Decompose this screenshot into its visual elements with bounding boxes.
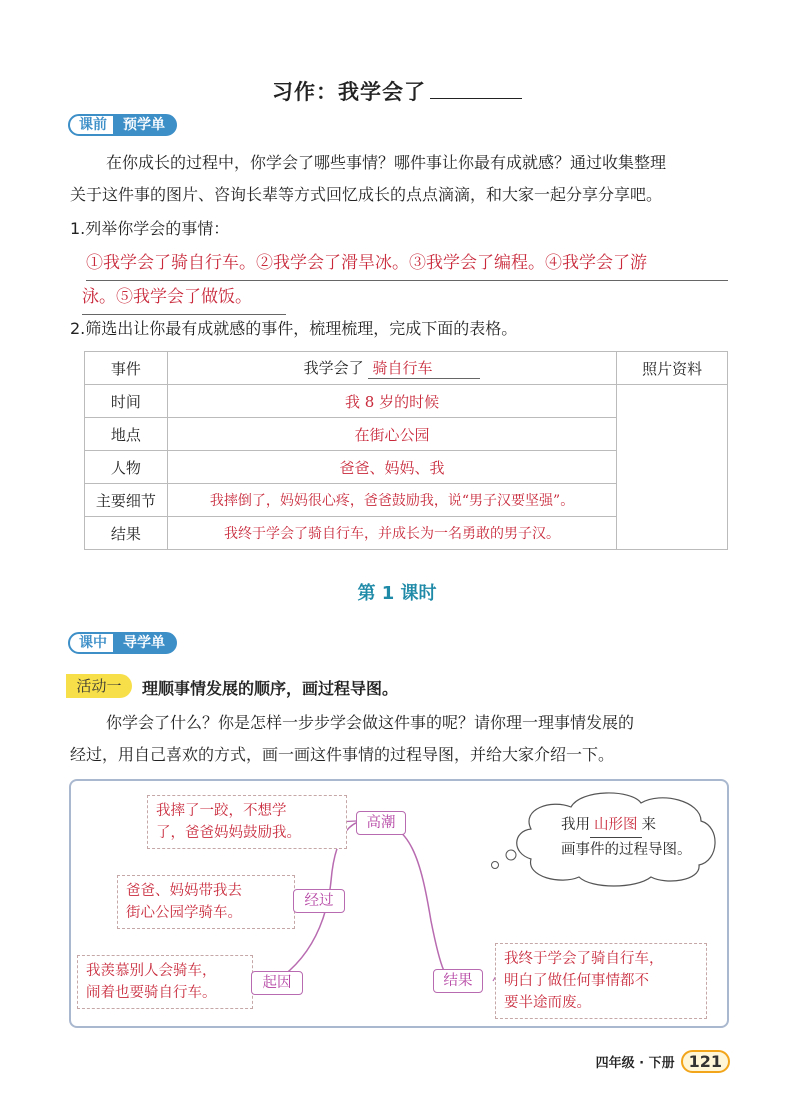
note-line: 明白了做任何事情都不 [504,973,649,989]
table-cell-value: 我终于学会了骑自行车，并成长为一名勇敢的男子汉。 [167,517,617,550]
table-cell-label: 人物 [85,451,168,484]
event-value: 骑自行车 [368,357,480,379]
activity-text-line-2: 经过，用自己喜欢的方式，画一画这件事情的过程导图，并给大家介绍一下。 [70,745,615,764]
table-cell-value: 爸爸、妈妈、我 [167,451,617,484]
table-cell-label: 时间 [85,385,168,418]
note-result [495,943,707,1019]
section-title: 第 1 课时 [357,583,437,604]
page-footer [596,1050,730,1073]
badge-part-a: 课中 [68,632,115,654]
intro-line-1: 在你成长的过程中，你学会了哪些事情？哪件事让你最有成就感？通过收集整理 [106,153,667,172]
page-number: 121 [681,1050,730,1073]
note-line: 我终于学会了骑自行车， [504,951,664,967]
pre-class-badge [68,114,177,136]
in-class-badge [68,632,177,654]
activity-tag: 活动一 [66,674,132,698]
note-line: 要半途而废。 [504,995,591,1011]
activity-text-line-1: 你学会了什么？你是怎样一步步学会做这件事的呢？请你理一理事情发展的 [106,713,635,732]
grade-label: 四年级 · 下册 [595,1056,675,1071]
cloud-pre: 我用 [561,817,590,833]
event-prefix: 我学会了 [303,359,364,377]
cloud-answer: 山形图 [590,813,642,838]
table-row [85,352,728,385]
note-line: 了，爸爸妈妈鼓励我。 [156,825,301,841]
cloud-post: 来 [641,817,656,833]
badge-part-b: 预学单 [115,114,177,136]
process-diagram [69,779,729,1028]
page-title [0,76,794,106]
title-blank [430,80,522,99]
note-process [117,875,295,929]
photo-cell [617,385,728,550]
table-cell-value: 我 8 岁的时候 [167,385,617,418]
badge-part-a: 课前 [68,114,115,136]
table-cell-value: 在街心公园 [167,418,617,451]
note-cause [77,955,253,1009]
node-climax: 高潮 [356,811,406,835]
title-text: 习作：我学会了 [272,80,426,104]
note-line: 闹着也要骑自行车。 [86,985,217,1001]
note-line: 爸爸、妈妈带我去 [126,883,242,899]
answer-1-line-1: ①我学会了骑自行车。②我学会了滑旱冰。③我学会了编程。④我学会了游 [86,246,728,281]
question-2: 2.筛选出让你最有成就感的事件，梳理梳理，完成下面的表格。 [70,319,518,338]
cloud-line-2: 画事件的过程导图。 [561,842,692,858]
table-cell-label: 结果 [85,517,168,550]
intro-line-2: 关于这件事的图片、咨询长辈等方式回忆成长的点点滴滴，和大家一起分享分享吧。 [70,185,663,204]
table-cell-event [167,352,617,385]
note-line: 我摔了一跤，不想学 [156,803,287,819]
table-cell-label: 事件 [85,352,168,385]
table-cell-value: 我摔倒了，妈妈很心疼，爸爸鼓励我，说“男子汉要坚强”。 [167,484,617,517]
cloud-line-1 [561,813,692,838]
note-climax [147,795,347,849]
answer-1-line-2: 泳。⑤我学会了做饭。 [82,280,286,315]
activity-title: 理顺事情发展的顺序，画过程导图。 [142,679,399,698]
table-row [85,385,728,418]
node-cause: 起因 [251,971,303,995]
note-line: 我羡慕别人会骑车， [86,963,217,979]
badge-part-b: 导学单 [115,632,177,654]
table-cell-photo-label: 照片资料 [617,352,728,385]
event-table [84,351,728,550]
cloud-text [561,813,692,862]
table-cell-label: 主要细节 [85,484,168,517]
table-cell-label: 地点 [85,418,168,451]
node-result: 结果 [433,969,483,993]
node-process: 经过 [293,889,345,913]
note-line: 街心公园学骑车。 [126,905,242,921]
question-1: 1.列举你学会的事情： [70,219,230,238]
